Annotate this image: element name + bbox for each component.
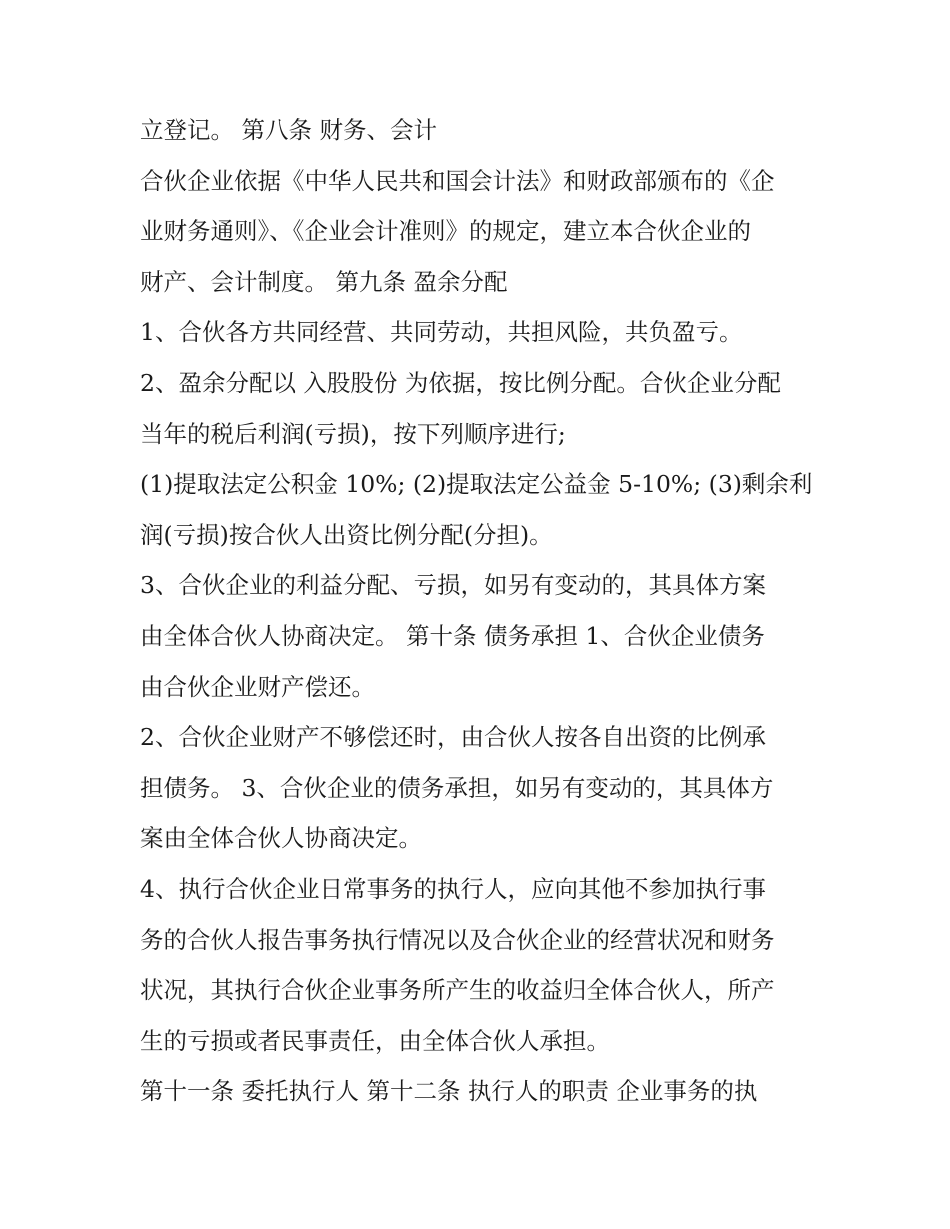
text-line: 由合伙企业财产偿还。 bbox=[140, 672, 375, 701]
text-line: 4、执行合伙企业日常事务的执行人，应向其他不参加执行事 bbox=[140, 874, 766, 903]
text-line: 状况，其执行合伙企业事务所产生的收益归全体合伙人，所产 bbox=[140, 976, 775, 1005]
text-line: 3、合伙企业的利益分配、亏损，如另有变动的，其具体方案 bbox=[140, 571, 766, 600]
text-line: 2、盈余分配以 入股股份 为依据，按比例分配。合伙企业分配 bbox=[140, 368, 781, 397]
text-line: 务的合伙人报告事务执行情况以及合伙企业的经营状况和财务 bbox=[140, 925, 775, 954]
text-line: 润(亏损)按合伙人出资比例分配(分担)。 bbox=[140, 520, 553, 549]
text-line: 业财务通则》、《企业会计准则》的规定，建立本合伙企业的 bbox=[140, 217, 751, 246]
text-line: 第十一条 委托执行人 第十二条 执行人的职责 企业事务的执 bbox=[140, 1077, 758, 1106]
text-line: 生的亏损或者民事责任，由全体合伙人承担。 bbox=[140, 1026, 610, 1055]
text-line: (1)提取法定公积金 10%; (2)提取法定公益金 5-10%; (3)剩余利 bbox=[140, 470, 813, 499]
text-line: 案由全体合伙人协商决定。 bbox=[140, 824, 422, 853]
text-line: 合伙企业依据《中华人民共和国会计法》和财政部颁布的《企 bbox=[140, 166, 775, 195]
document-page bbox=[140, 105, 840, 1117]
text-line: 1、合伙各方共同经营、共同劳动，共担风险，共负盈亏。 bbox=[140, 318, 743, 347]
text-line: 财产、会计制度。 第九条 盈余分配 bbox=[140, 267, 508, 296]
text-line: 当年的税后利润(亏损)，按下列顺序进行; bbox=[140, 419, 566, 448]
text-line: 立登记。 第八条 财务、会计 bbox=[140, 116, 437, 144]
text-line: 担债务。 3、合伙企业的债务承担，如另有变动的，其具体方 bbox=[140, 773, 774, 802]
text-line: 由全体合伙人协商决定。 第十条 债务承担 1、合伙企业债务 bbox=[140, 621, 765, 650]
text-line: 2、合伙企业财产不够偿还时，由合伙人按各自出资的比例承 bbox=[140, 723, 766, 752]
